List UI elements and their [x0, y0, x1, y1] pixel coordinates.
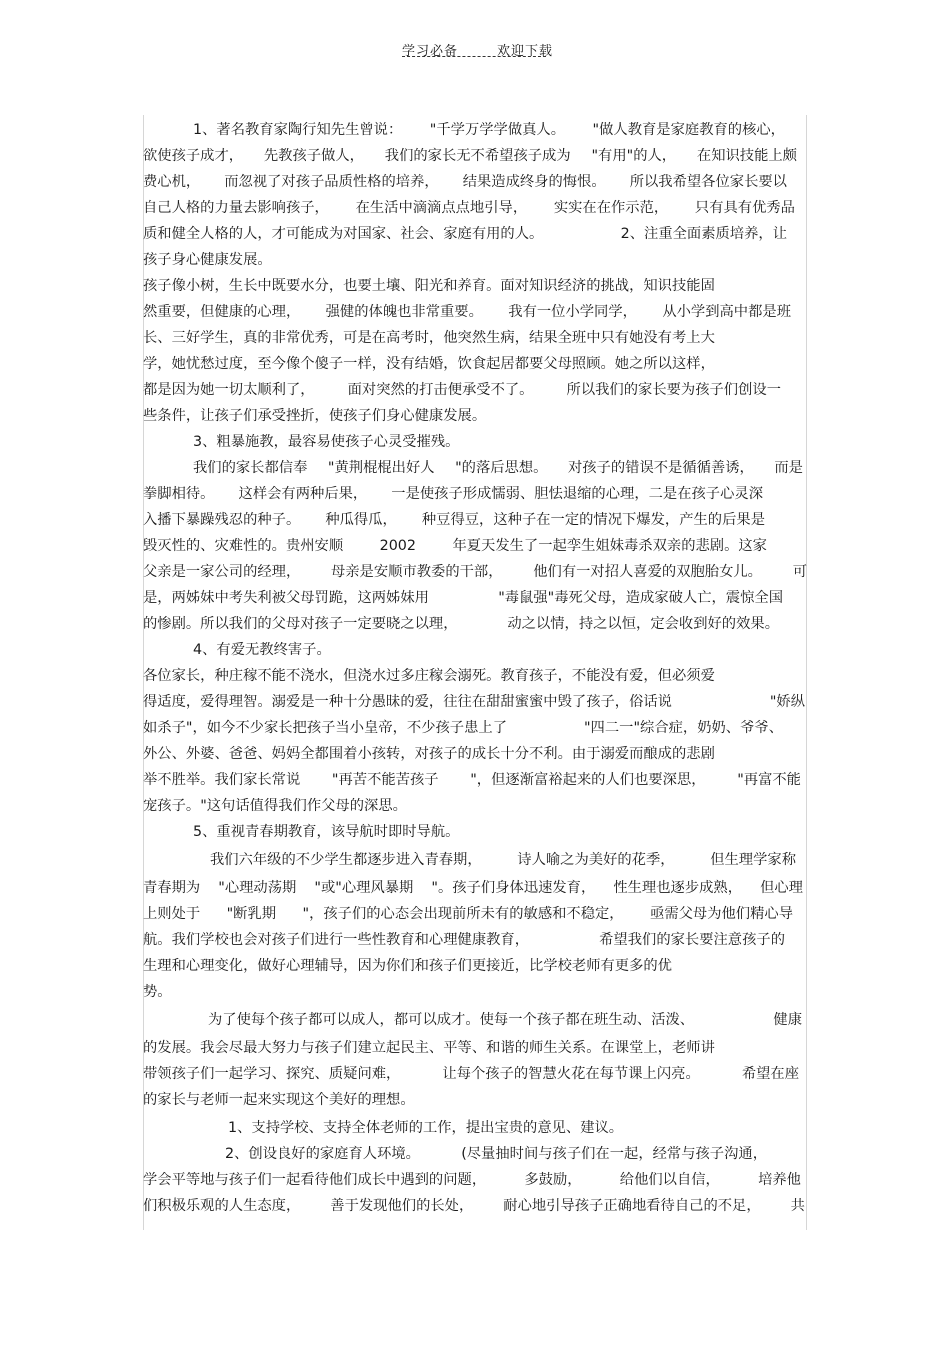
- text-segment: 2、注重全面素质培养，让: [620, 226, 787, 242]
- text-segment: 实实在在作示范，: [553, 200, 669, 216]
- text-segment: 得适度，爱得理智。溺爱是一种十分愚昧的爱，往往在甜甜蜜蜜中毁了孩子，俗话说: [143, 694, 672, 710]
- text-line: [143, 955, 703, 977]
- text-segment: 的惨剧。所以我们的父母对孩子一定要晓之以理，: [143, 616, 458, 632]
- text-segment: 强健的体魄也非常重要。: [325, 304, 483, 320]
- text-line: [143, 483, 763, 505]
- text-segment: 带领孩子们一起学习、探究、质疑问难，: [143, 1066, 401, 1082]
- text-segment: 所以我希望各位家长要以: [629, 174, 787, 190]
- text-segment: "心理动荡期: [218, 880, 297, 896]
- text-line: [143, 613, 779, 635]
- text-segment: 然重要，但健康的心理，: [143, 304, 301, 320]
- text-line: [143, 795, 453, 817]
- text-line: [143, 1063, 799, 1085]
- text-segment: 外公、外婆、爸爸、妈妈全都围着小孩转，对孩子的成长十分不利。由于溺爱而酿成的悲剧: [143, 746, 715, 762]
- text-segment: 宠孩子。: [143, 798, 201, 814]
- text-segment: 学，她忧愁过度，至今像个傻子一样，没有结婚，饮食起居都要父母照顾。她之所以这样，: [143, 356, 715, 372]
- text-segment: 4、有爱无教终害子。: [193, 642, 331, 658]
- text-line: [228, 1117, 632, 1139]
- text-segment: 欲使孩子成才，: [143, 148, 244, 164]
- text-segment: 希望在座: [741, 1066, 799, 1082]
- text-segment: 航。我们学校也会对孩子们进行一些性教育和心理健康教育，: [143, 932, 530, 948]
- text-segment: 费心机，: [143, 174, 201, 190]
- text-segment: 多鼓励，: [524, 1172, 582, 1188]
- text-line: [143, 587, 783, 609]
- text-segment: 可: [792, 564, 807, 580]
- text-line: [225, 1143, 767, 1165]
- text-segment: "，孩子们的心态会出现前所未有的敏感和不稳定，: [302, 906, 624, 922]
- text-segment: 我有一位小学同学，: [508, 304, 637, 320]
- text-segment: "的落后思想。: [455, 460, 548, 476]
- text-line: [143, 1195, 805, 1217]
- text-segment: 从小学到高中都是班: [662, 304, 791, 320]
- text-line: [143, 903, 793, 925]
- text-segment: 诗人喻之为美好的花季，: [517, 852, 675, 868]
- text-segment: 都是因为她一切太顺利了，: [143, 382, 315, 398]
- text-line: [143, 171, 787, 193]
- text-segment: 们积极乐观的人生态度，: [143, 1198, 301, 1214]
- text-line: [143, 1037, 741, 1059]
- text-segment: "毒鼠强"毒死父母，造成家破人亡，震惊全国: [498, 590, 783, 606]
- text-line: [143, 743, 741, 765]
- text-segment: 面对突然的打击便承受不了。: [347, 382, 534, 398]
- text-segment: 3、粗暴施教，最容易使孩子心灵受摧残。: [193, 434, 460, 450]
- text-segment: 2002: [379, 538, 416, 554]
- header-right-text: 欢迎下载: [497, 44, 554, 59]
- text-segment: "。孩子们身体迅速发育，: [431, 880, 596, 896]
- text-segment: 孩子身心健康发展。: [143, 252, 272, 268]
- text-segment: 先教孩子做人，: [263, 148, 364, 164]
- text-segment: "千学万学学做真人。: [429, 122, 566, 138]
- text-segment: 而是: [774, 460, 803, 476]
- text-segment: "这句话值得我们作父母的深思。: [200, 798, 407, 814]
- text-segment: 但生理学家称: [710, 852, 796, 868]
- text-segment: 5、重视青春期教育，该导航时即时导航。: [193, 824, 460, 840]
- text-segment: 学会平等地与孩子们一起看待他们成长中遇到的问题，: [143, 1172, 487, 1188]
- text-line: [143, 405, 503, 427]
- text-segment: "有用"的人，: [591, 148, 677, 164]
- text-segment: 2、创设良好的家庭育人环境。: [225, 1146, 420, 1162]
- text-line: [143, 981, 173, 1003]
- text-line: [208, 1009, 802, 1031]
- text-segment: 一是使孩子形成懦弱、胆怯退缩的心理，二是在孩子心灵深: [391, 486, 763, 502]
- text-segment: 自己人格的力量去影响孩子，: [143, 200, 329, 216]
- text-segment: 健康: [773, 1012, 802, 1028]
- text-segment: 生理和心理变化，做好心理辅导，因为你们和孩子们更接近，比学校老师有更多的优: [143, 958, 672, 974]
- text-segment: 在知识技能上颇: [696, 148, 797, 164]
- text-segment: 他们有一对招人喜爱的双胞胎女儿。: [533, 564, 762, 580]
- text-segment: 质和健全人格的人，才可能成为对国家、社会、家庭有用的人。: [143, 226, 544, 242]
- text-segment: 拳脚相待。: [143, 486, 215, 502]
- text-segment: (尽量抽时间与孩子们在一起，经常与孩子沟通，: [461, 1146, 767, 1162]
- text-line: [193, 431, 473, 453]
- text-segment: 种瓜得瓜，: [325, 512, 397, 528]
- text-line: [143, 561, 807, 583]
- text-segment: 对孩子的错误不是循循善诱，: [567, 460, 754, 476]
- text-segment: 种豆得豆，这种子在一定的情况下爆发，产生的后果是: [421, 512, 765, 528]
- text-segment: 我们六年级的不少学生都逐步进入青春期，: [210, 852, 482, 868]
- text-segment: 长、三好学生，真的非常优秀，可是在高考时，他突然生病，结果全班中只有她没有考上大: [143, 330, 715, 346]
- text-segment: 共: [790, 1198, 805, 1214]
- text-line: [143, 1089, 421, 1111]
- text-segment: 是，两姊妹中考失利被父母罚跪，这两姊妹用: [143, 590, 429, 606]
- text-segment: 为了使每个孩子都可以成人，都可以成才。使每一个孩子都在班生动、活泼、: [208, 1012, 695, 1028]
- text-segment: 结果造成终身的悔恨。: [462, 174, 606, 190]
- text-segment: 些条件，让孩子们承受挫折，使孩子们身心健康发展。: [143, 408, 487, 424]
- text-segment: 所以我们的家长要为孩子们创设一: [566, 382, 781, 398]
- text-segment: 1、支持学校、支持全体老师的工作，提出宝贵的意见、建议。: [228, 1120, 624, 1136]
- text-segment: 我们的家长无不希望孩子成为: [384, 148, 571, 164]
- header-left-text: 学习必备: [402, 44, 459, 59]
- text-line: [143, 327, 741, 349]
- text-segment: 势。: [143, 984, 172, 1000]
- text-line: [143, 145, 797, 167]
- text-line: [143, 379, 781, 401]
- text-segment: 入播下暴躁残忍的种子。: [143, 512, 301, 528]
- text-segment: 毁灭性的、灾难性的。贵州安顺: [143, 538, 344, 554]
- text-line: [143, 301, 791, 323]
- text-line: [143, 665, 743, 687]
- text-segment: 在生活中滴滴点点地引导，: [355, 200, 528, 216]
- text-line: [143, 691, 805, 713]
- text-line: [143, 769, 801, 791]
- text-segment: "或"心理风暴期: [314, 880, 414, 896]
- text-segment: 而忽视了对孩子品质性格的培养，: [224, 174, 439, 190]
- text-segment: "再苦不能苦孩子: [331, 772, 439, 788]
- text-segment: 青春期为: [143, 880, 201, 896]
- text-segment: 1、著名教育家陶行知先生曾说：: [193, 122, 403, 138]
- text-segment: 父亲是一家公司的经理，: [143, 564, 301, 580]
- text-line: [143, 275, 743, 297]
- text-segment: 年夏天发生了一起孪生姐妹毒杀双亲的悲剧。这家: [452, 538, 767, 554]
- text-segment: "做人教育是家庭教育的核心，: [592, 122, 785, 138]
- text-segment: "黄荆棍棍出好人: [327, 460, 435, 476]
- text-segment: "四二一"综合症，奶奶、爷爷、: [583, 720, 783, 736]
- text-segment: 但心理: [760, 880, 803, 896]
- text-segment: 如杀子"，如今不少家长把孩子当小皇帝，不少孩子患上了: [143, 720, 507, 736]
- text-line: [193, 639, 333, 661]
- text-line: [193, 119, 785, 141]
- text-segment: 举不胜举。我们家长常说: [143, 772, 301, 788]
- text-segment: 希望我们的家长要注意孩子的: [599, 932, 785, 948]
- text-line: [143, 223, 787, 245]
- text-segment: 各位家长，种庄稼不能不浇水，但浇水过多庄稼会溺死。教育孩子，不能没有爱，但必须爱: [143, 668, 715, 684]
- text-segment: 性生理也逐步成熟，: [613, 880, 743, 896]
- text-segment: "，但逐渐富裕起来的人们也要深思，: [470, 772, 706, 788]
- text-segment: 孩子像小树，生长中既要水分，也要土壤、阳光和养育。面对知识经济的挑战，知识技能固: [143, 278, 715, 294]
- text-line: [143, 249, 283, 271]
- text-segment: 耐心地引导孩子正确地看待自己的不足，: [503, 1198, 761, 1214]
- text-line: [193, 821, 491, 843]
- text-segment: 培养他: [758, 1172, 801, 1188]
- text-line: [143, 1169, 801, 1191]
- text-line: [143, 353, 733, 375]
- text-line: [143, 509, 765, 531]
- text-segment: 给他们以自信，: [619, 1172, 720, 1188]
- text-segment: 这样会有两种后果，: [238, 486, 368, 502]
- text-segment: "断乳期: [226, 906, 277, 922]
- text-line: [143, 197, 795, 219]
- text-line: [210, 849, 796, 871]
- text-line: [193, 457, 803, 479]
- text-segment: 亟需父母为他们精心导: [650, 906, 793, 922]
- text-line: [143, 717, 783, 739]
- text-segment: 的家长与老师一起来实现这个美好的理想。: [143, 1092, 415, 1108]
- text-segment: 只有具有优秀品: [694, 200, 795, 216]
- text-line: [143, 929, 785, 951]
- text-segment: "娇纵: [769, 694, 805, 710]
- text-segment: 的发展。我会尽最大努力与孩子们建立起民主、平等、和谐的师生关系。在课堂上，老师讲: [143, 1040, 715, 1056]
- text-segment: 我们的家长都信奉: [193, 460, 308, 476]
- text-segment: 上则处于: [143, 906, 201, 922]
- text-segment: 善于发现他们的长处，: [330, 1198, 474, 1214]
- text-line: [143, 535, 767, 557]
- text-segment: 母亲是安顺市教委的干部，: [330, 564, 503, 580]
- text-segment: 让每个孩子的智慧火花在每节课上闪亮。: [442, 1066, 700, 1082]
- text-segment: "再富不能: [737, 772, 801, 788]
- text-segment: 动之以情，持之以恒，定会收到好的效果。: [507, 616, 779, 632]
- text-line: [143, 877, 803, 899]
